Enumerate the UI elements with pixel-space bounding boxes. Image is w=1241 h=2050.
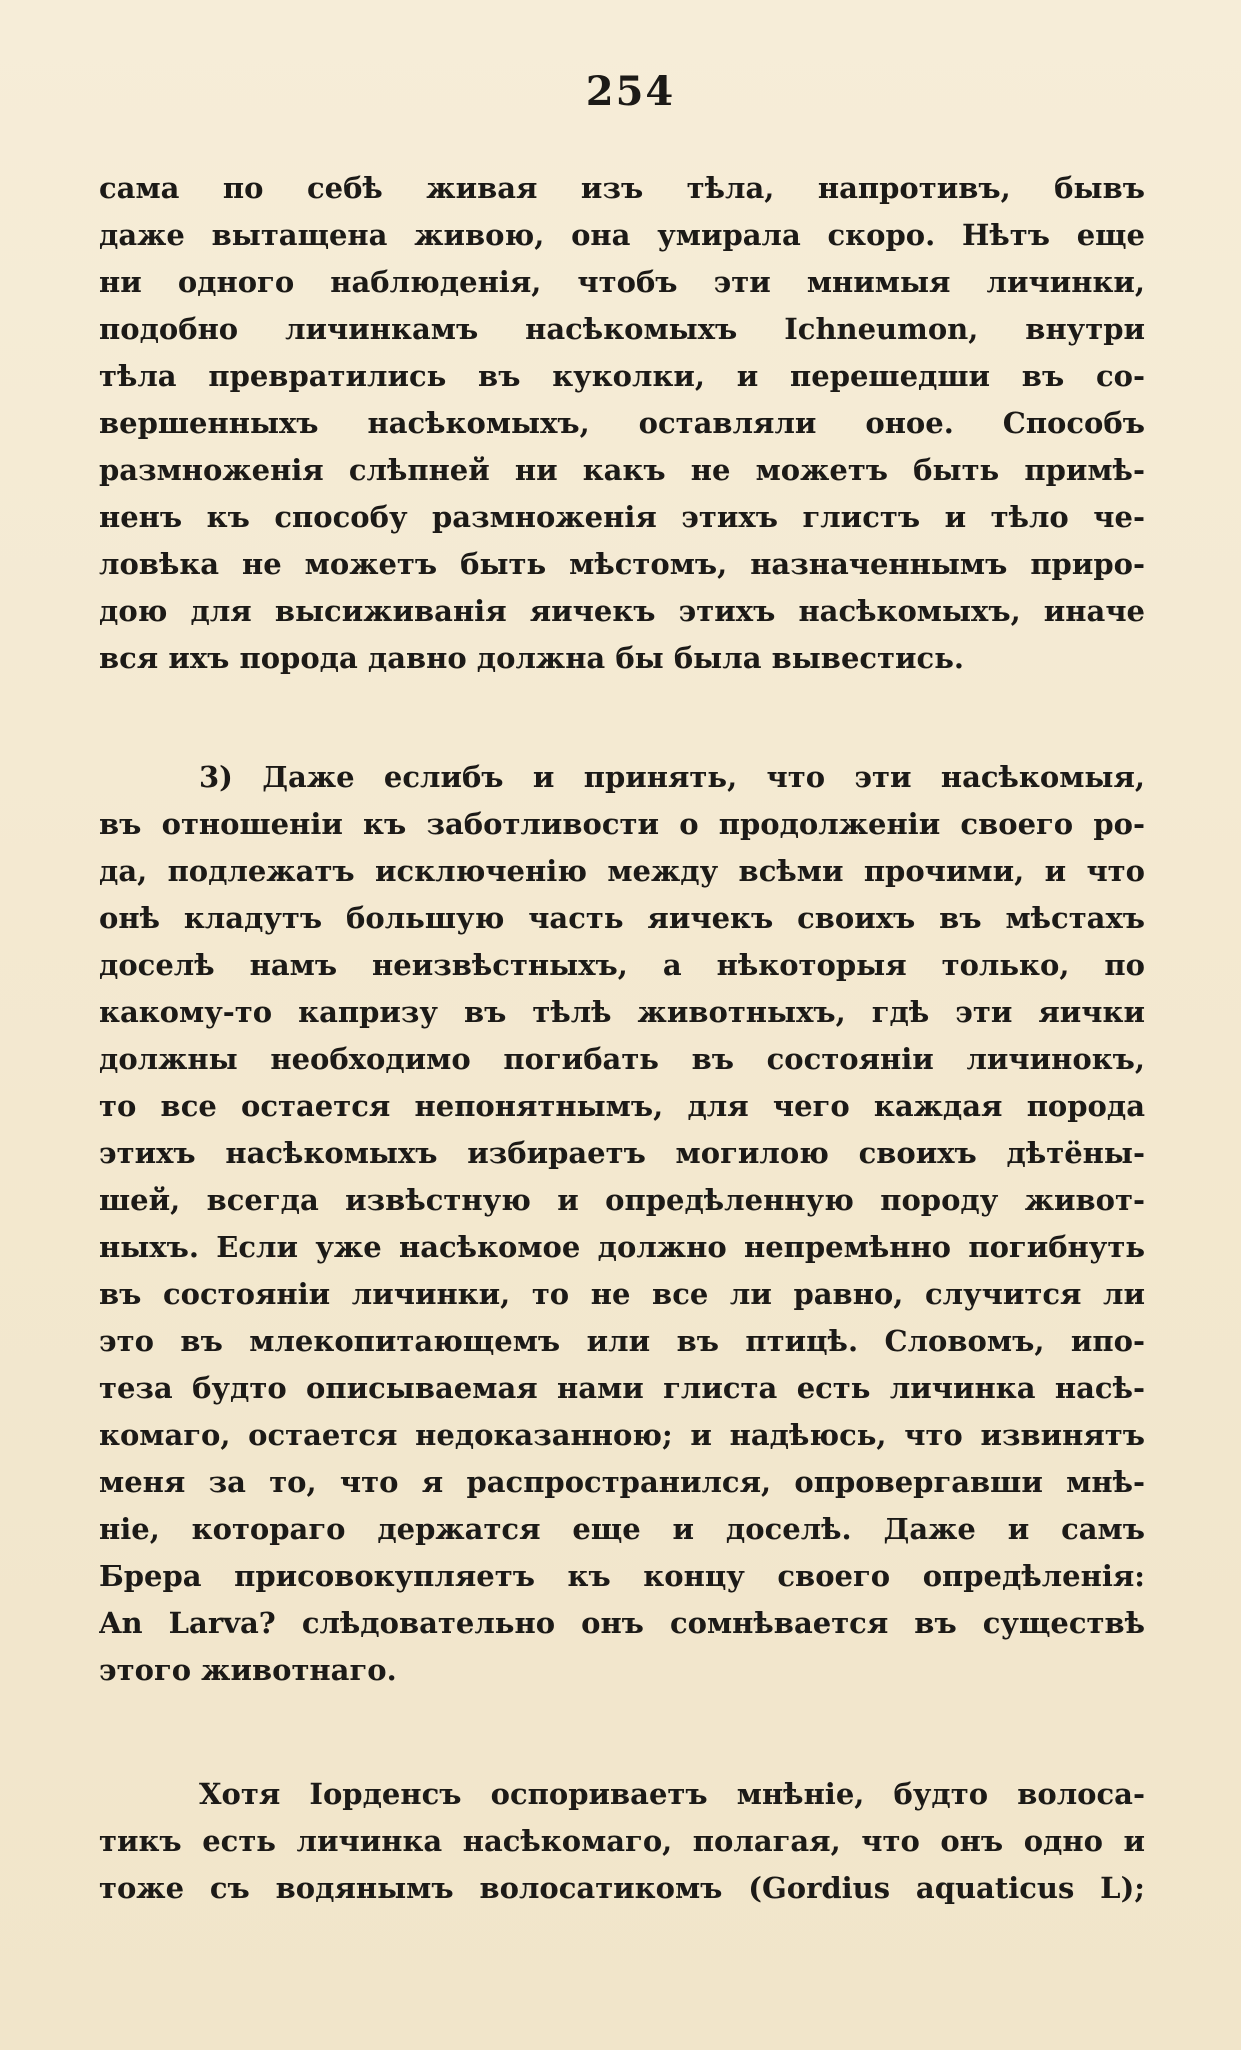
text-line: то все остается непонятнымъ, для чего каждая порода [99,1089,1145,1123]
text-line: сама по себѣ живая изъ тѣла, напротивъ, бывъ [99,171,1145,205]
text-line: комаго, остается недоказанною; и надѣюсь, что извинятъ [99,1418,1145,1452]
text-line: вся ихъ порода давно должна бы была вывестись. [99,641,964,675]
text-line: теза будто описываемая нами глиста есть личинка насѣ- [99,1371,1145,1405]
text-line: ловѣка не можетъ быть мѣстомъ, назначеннымъ приро- [99,547,1145,581]
text-line: вершенныхъ насѣкомыхъ, оставляли оное. Способъ [99,406,1145,440]
text-line: подобно личинкамъ насѣкомыхъ Ichneumon, внутри [99,312,1145,346]
text-line: этихъ насѣкомыхъ избираетъ могилою своихъ дѣтёны- [99,1136,1145,1170]
text-line: даже вытащена живою, она умирала скоро. Нѣтъ еще [99,218,1145,252]
text-line: какому-то капризу въ тѣлѣ животныхъ, гдѣ эти яички [99,995,1145,1029]
text-line: шей, всегда извѣстную и опредѣленную породу живот- [99,1183,1145,1217]
text-line: ни одного наблюденія, чтобъ эти мнимыя личинки, [99,265,1145,299]
text-line: доселѣ намъ неизвѣстныхъ, а нѣкоторыя только, по [99,948,1145,982]
text-line: да, подлежатъ исключенію между всѣми прочими, и что [99,854,1145,888]
text-line: ніе, котораго держатся еще и доселѣ. Даже и самъ [99,1512,1145,1546]
text-line: должны необходимо погибать въ состояніи личинокъ, [99,1042,1145,1076]
text-line: Брера присовокупляетъ къ концу своего опредѣленія: [99,1559,1145,1593]
text-line: дою для высиживанія яичекъ этихъ насѣкомыхъ, иначе [99,594,1145,628]
text-line: въ отношеніи къ заботливости о продолженіи своего ро- [99,807,1145,841]
text-line: 3) Даже еслибъ и принять, что эти насѣкомыя, [199,760,1145,794]
text-line: меня за то, что я распространился, опровергавши мнѣ- [99,1465,1145,1499]
text-line: въ состояніи личинки, то не все ли равно, случится ли [99,1277,1145,1311]
text-line: An Larva? слѣдовательно онъ сомнѣвается въ существѣ [99,1606,1145,1640]
text-line: ныхъ. Если уже насѣкомое должно непремѣнно погибнуть [99,1230,1145,1264]
text-line: этого животнаго. [99,1653,397,1687]
text-line: это въ млекопитающемъ или въ птицѣ. Словомъ, ипо- [99,1324,1145,1358]
text-line: тикъ есть личинка насѣкомаго, полагая, что онъ одно и [99,1824,1145,1858]
page-number: 254 [585,68,676,115]
text-line: онѣ кладутъ большую часть яичекъ своихъ въ мѣстахъ [99,901,1145,935]
text-line: тоже съ водянымъ волосатикомъ (Gordius aquaticus L); [99,1871,1145,1905]
paragraph-1 [99,165,1145,682]
text-line: тѣла превратились въ куколки, и перешедши въ со- [99,359,1145,393]
paragraph-3 [99,1771,1145,1912]
paragraph-2 [99,754,1145,1694]
text-line: размноженія слѣпней ни какъ не можетъ быть примѣ- [99,453,1145,487]
text-line: ненъ къ способу размноженія этихъ глистъ и тѣло че- [99,500,1145,534]
text-line: Хотя Іорденсъ оспориваетъ мнѣніе, будто волоса- [199,1777,1145,1811]
